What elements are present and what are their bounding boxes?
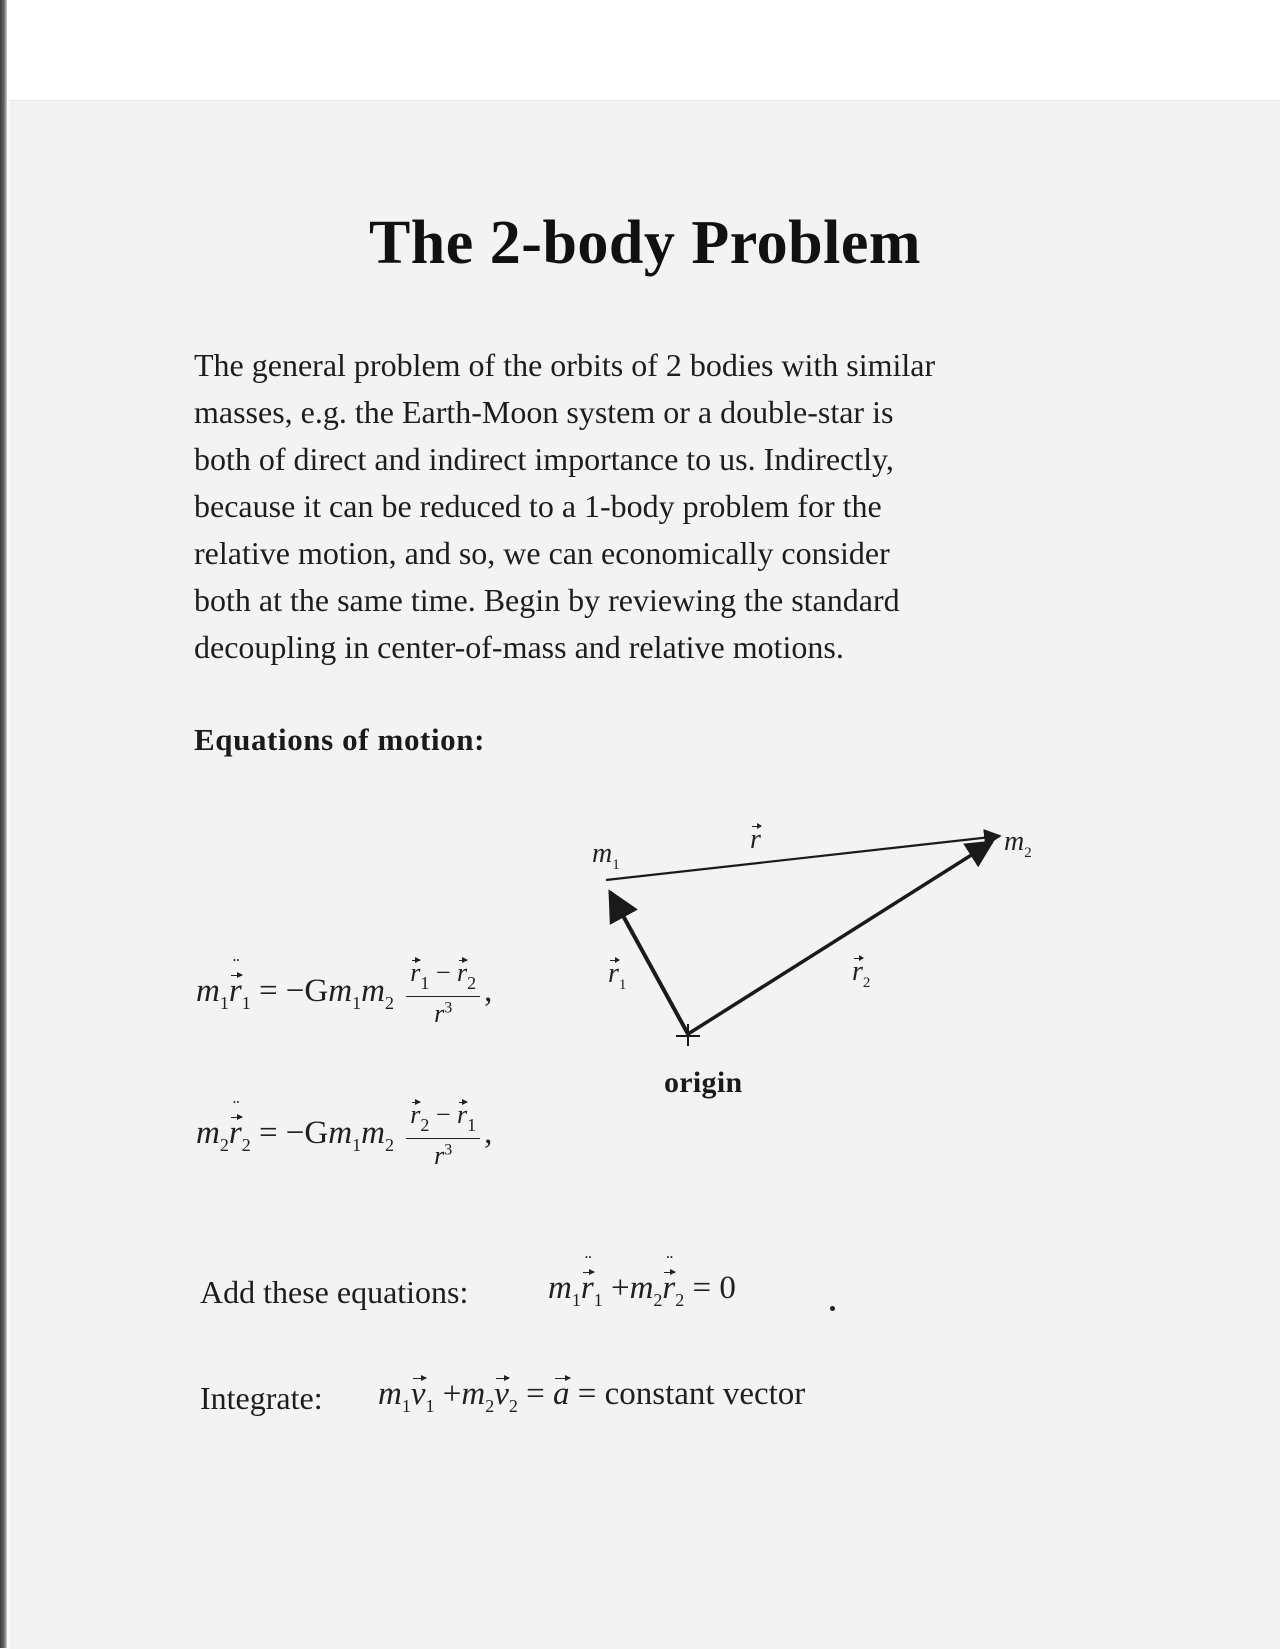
eq1-comma: , <box>484 973 493 1010</box>
paragraph-line: The general problem of the orbits of 2 bodies with similar <box>194 347 936 383</box>
double-dot: ¨ <box>584 1252 591 1274</box>
eq1-equals: = −G <box>258 973 329 1010</box>
vector-diagram <box>560 800 1080 1100</box>
sum-r2-sub: 2 <box>675 1290 685 1310</box>
label-m2-sub: 2 <box>1024 845 1032 861</box>
vector-r2-line <box>688 842 992 1034</box>
eq1-m-a: m <box>328 973 353 1010</box>
origin-label: origin <box>664 1066 743 1099</box>
eq1-denominator <box>406 997 480 1029</box>
eq2-m-b: m <box>361 1115 385 1152</box>
eq2-vector-r: r <box>228 1115 242 1152</box>
int-v1-sub: 1 <box>425 1396 435 1416</box>
scan-speck <box>830 1306 835 1311</box>
eq1-vector-r: r <box>228 973 242 1010</box>
eq2-num-sub-a: 2 <box>420 1115 430 1135</box>
int-v2-sub: 2 <box>508 1396 518 1416</box>
int-m1-sub: 1 <box>401 1396 411 1416</box>
eq2-equals: = −G <box>258 1115 329 1152</box>
paragraph-line: because it can be reduced to a 1-body problem for the <box>194 488 882 524</box>
eq1-den-exp: 3 <box>444 999 453 1017</box>
eq2-num-r-a: r <box>410 1100 421 1129</box>
eq1-m-b-sub: 2 <box>384 993 394 1014</box>
eq2-num-sub-b: 1 <box>467 1115 477 1135</box>
label-r <box>750 824 761 856</box>
eq1-m-b: m <box>361 973 385 1010</box>
eq1-mass-sub: 1 <box>219 993 229 1014</box>
section-heading: Equations of motion: <box>194 722 486 757</box>
label-m1 <box>592 838 620 874</box>
int-equals-b: = <box>577 1376 597 1412</box>
eq1-num-r-b: r <box>456 958 468 987</box>
sum-equation <box>548 1252 736 1311</box>
eq2-fraction <box>406 1100 480 1171</box>
eq2-num-r-b: r <box>456 1100 468 1129</box>
label-r1-letter: r <box>608 958 619 989</box>
label-m1-letter: m <box>592 838 613 869</box>
int-v2: v <box>494 1376 509 1412</box>
eq2-m-b-sub: 2 <box>384 1135 394 1156</box>
sum-m1: m <box>548 1270 572 1306</box>
sum-accel-2 <box>662 1252 676 1307</box>
sum-m2-sub: 2 <box>653 1290 663 1310</box>
eq2-numerator <box>406 1100 480 1139</box>
sum-plus: + <box>610 1270 630 1306</box>
label-r2-sub: 2 <box>862 975 871 991</box>
eq1-accel <box>228 955 242 1010</box>
double-dot: ¨ <box>232 955 239 978</box>
int-equals-a: = <box>526 1376 545 1412</box>
eq1-mass: m <box>196 973 220 1010</box>
eq2-den-r: r <box>434 1141 445 1170</box>
double-dot: ¨ <box>666 1252 673 1274</box>
label-m1-sub: 1 <box>612 857 620 873</box>
sum-r2: r <box>662 1270 676 1306</box>
sum-r1-sub: 1 <box>593 1290 603 1310</box>
scan-top-margin <box>0 0 1280 100</box>
paragraph-line: masses, e.g. the Earth-Moon system or a double-star is <box>194 394 894 430</box>
paragraph-line: decoupling in center-of-mass and relative motions. <box>194 629 844 665</box>
int-plus: + <box>442 1376 462 1412</box>
eq1-numerator <box>406 958 480 997</box>
intro-paragraph <box>194 342 1094 671</box>
eq1-m-a-sub: 1 <box>352 993 362 1014</box>
integrated-equation <box>378 1376 805 1417</box>
integrate-label: Integrate: <box>200 1380 323 1416</box>
constant-vector-text: constant vector <box>604 1376 806 1412</box>
sum-m1-sub: 1 <box>571 1290 581 1310</box>
equation-motion-2 <box>196 1097 493 1171</box>
int-v1: v <box>410 1376 426 1412</box>
eq2-mass-sub: 2 <box>219 1135 229 1156</box>
eq2-m-a: m <box>328 1115 353 1152</box>
eq2-mass: m <box>196 1115 220 1152</box>
int-m1: m <box>378 1376 402 1412</box>
label-r1-sub: 1 <box>618 977 627 993</box>
sum-r1: r <box>580 1270 594 1306</box>
label-r2-letter: r <box>852 956 863 987</box>
double-dot: ¨ <box>232 1097 239 1120</box>
eq2-m-a-sub: 1 <box>352 1135 362 1156</box>
eq2-minus: − <box>435 1100 451 1129</box>
eq1-num-sub-b: 2 <box>467 973 477 993</box>
int-m2: m <box>461 1376 486 1412</box>
label-r-letter: r <box>750 824 761 855</box>
add-equations-label: Add these equations: <box>200 1274 469 1310</box>
eq2-den-exp: 3 <box>444 1141 453 1159</box>
label-r1 <box>608 958 626 994</box>
eq2-comma: , <box>484 1115 493 1152</box>
label-m2 <box>1004 826 1032 862</box>
eq1-r-sub: 1 <box>241 993 251 1014</box>
eq1-fraction <box>406 958 480 1029</box>
sum-m2: m <box>629 1270 654 1306</box>
sum-rhs: = 0 <box>692 1270 736 1306</box>
sum-accel-1 <box>580 1252 594 1307</box>
label-m2-letter: m <box>1004 826 1025 857</box>
page-title: The 2-body Problem <box>368 209 922 277</box>
eq1-den-r: r <box>434 999 445 1028</box>
equation-motion-1 <box>196 955 493 1029</box>
eq1-num-sub-a: 1 <box>420 973 430 993</box>
paragraph-line: both of direct and indirect importance to us. Indirectly, <box>194 441 894 477</box>
int-m2-sub: 2 <box>485 1396 495 1416</box>
int-vector-a: a <box>553 1376 570 1412</box>
paragraph-line: relative motion, and so, we can economically consider <box>194 535 890 571</box>
eq1-minus: − <box>435 958 451 987</box>
eq2-r-sub: 2 <box>241 1135 251 1156</box>
eq1-num-r-a: r <box>410 958 421 987</box>
label-r2 <box>852 956 870 992</box>
eq2-accel <box>228 1097 242 1152</box>
paragraph-line: both at the same time. Begin by reviewing the standard <box>194 582 900 618</box>
eq2-denominator <box>406 1139 480 1171</box>
